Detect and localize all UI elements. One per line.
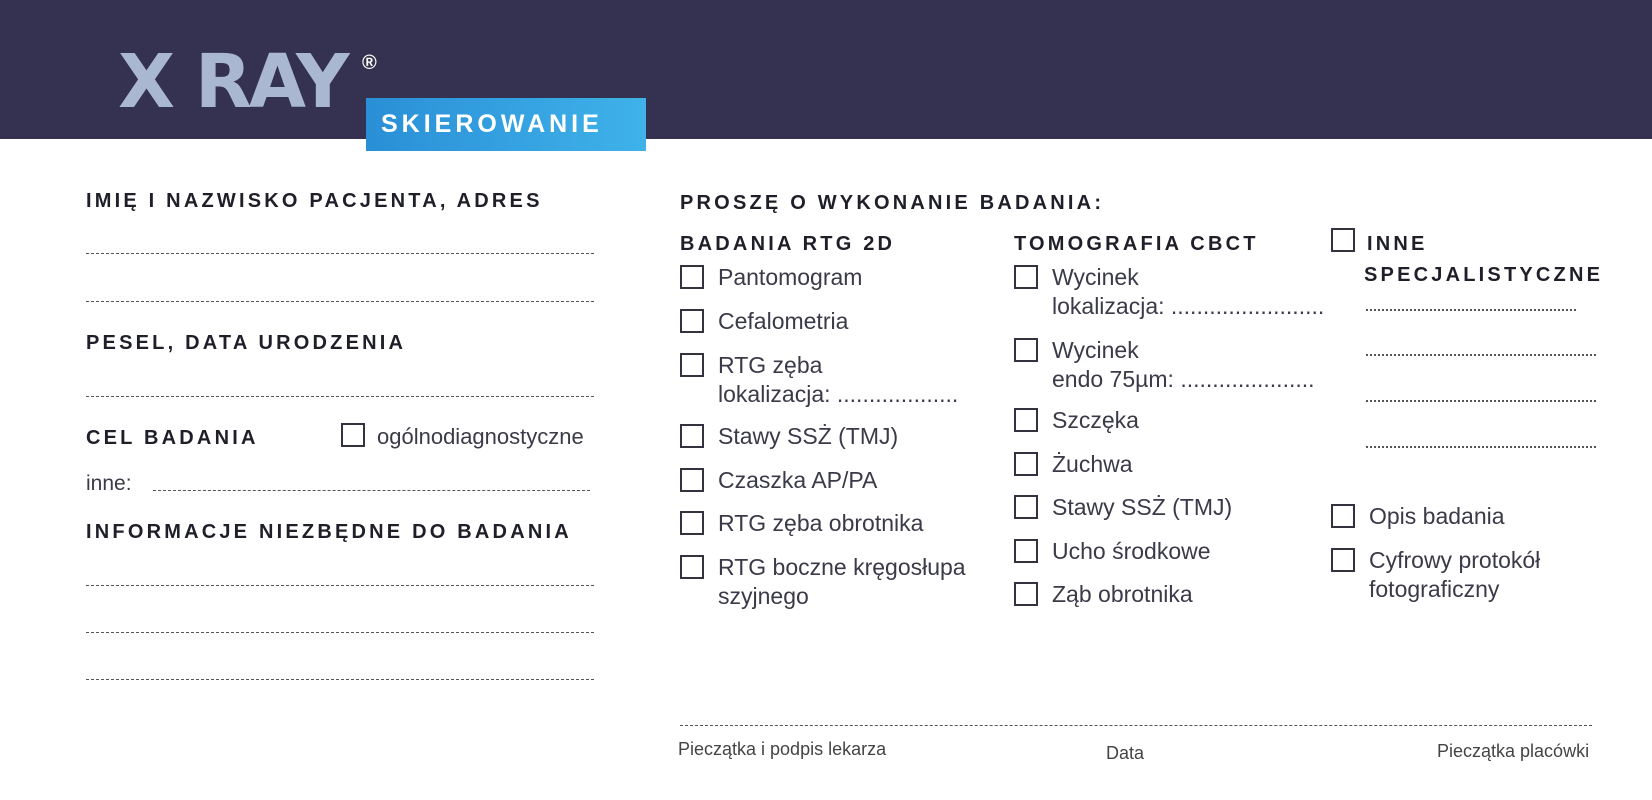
checkbox[interactable] [1331,548,1355,572]
info-line-2[interactable] [86,632,594,633]
facility-stamp-label: Pieczątka placówki [1437,741,1590,761]
item-label: RTG zęba obrotnika [718,510,924,536]
request-heading: PROSZĘ O WYKONANIE BADANIA: [680,192,1105,214]
info-heading: INFORMACJE NIEZBĘDNE DO BADANIA [86,521,572,543]
other-specialist-checkbox[interactable] [1331,228,1355,252]
item-sublabel: fotograficzny [1369,576,1500,602]
checkbox[interactable] [680,511,704,535]
item-sublabel: lokalizacja: ................... [718,381,959,407]
checkbox[interactable] [1014,539,1038,563]
item-label: Pantomogram [718,264,863,290]
other-specialist-line-1[interactable] [1366,309,1576,311]
checkbox[interactable] [1014,408,1038,432]
item-label: Ucho środkowe [1052,538,1211,564]
form-title-badge: SKIEROWANIE [366,98,646,151]
item-label: Cefalometria [718,308,849,334]
item-sublabel: szyjnego [718,583,809,609]
item-label: Ząb obrotnika [1052,581,1193,607]
item-label: Cyfrowy protokół [1369,547,1541,573]
patient-line-1[interactable] [86,253,594,254]
other-specialist-heading-2: SPECJALISTYCZNE [1364,264,1604,286]
checkbox[interactable] [680,468,704,492]
info-line-3[interactable] [86,679,594,680]
checkbox[interactable] [1014,582,1038,606]
checkbox[interactable] [1014,495,1038,519]
item-label: Wycinek [1052,264,1139,290]
checkbox[interactable] [680,555,704,579]
other-specialist-line-4[interactable] [1366,446,1596,448]
item-label: Stawy SSŻ (TMJ) [718,423,899,449]
item-label: Stawy SSŻ (TMJ) [1052,494,1233,520]
other-specialist-heading-1: INNE [1367,233,1428,255]
item-label: Żuchwa [1052,451,1133,477]
pesel-heading: PESEL, DATA URODZENIA [86,332,407,354]
item-label: RTG boczne kręgosłupa [718,554,966,580]
other-specialist-line-2[interactable] [1366,354,1596,356]
item-label: Wycinek [1052,337,1139,363]
checkbox[interactable] [1014,338,1038,362]
checkbox[interactable] [1014,452,1038,476]
patient-line-2[interactable] [86,301,594,302]
date-label: Data [1106,743,1145,763]
other-purpose-label: inne: [86,472,132,495]
info-line-1[interactable] [86,585,594,586]
checkbox[interactable] [1014,265,1038,289]
purpose-heading: CEL BADANIA [86,427,259,449]
item-label: RTG zęba [718,352,823,378]
item-sublabel: endo 75µm: ..................... [1052,366,1315,392]
xray-logo: X RAY [118,39,347,125]
signature-line[interactable] [680,725,1592,726]
other-specialist-line-3[interactable] [1366,400,1596,402]
doctor-stamp-label: Pieczątka i podpis lekarza [678,739,887,759]
cbct-heading: TOMOGRAFIA CBCT [1014,233,1259,255]
checkbox[interactable] [680,265,704,289]
item-label: Czaszka AP/PA [718,467,878,493]
general-diagnostic-label: ogólnodiagnostyczne [377,424,584,449]
rtg-heading: BADANIA RTG 2D [680,233,896,255]
checkbox[interactable] [680,424,704,448]
patient-heading: IMIĘ I NAZWISKO PACJENTA, ADRES [86,190,543,212]
item-sublabel: lokalizacja: ........................ [1052,293,1325,319]
registered-mark: ® [362,52,377,74]
general-diagnostic-checkbox[interactable] [341,423,365,447]
checkbox[interactable] [680,353,704,377]
checkbox[interactable] [680,309,704,333]
checkbox[interactable] [1331,504,1355,528]
item-label: Opis badania [1369,503,1505,529]
item-label: Szczęka [1052,407,1139,433]
other-purpose-line[interactable] [153,490,590,491]
pesel-line[interactable] [86,396,594,397]
